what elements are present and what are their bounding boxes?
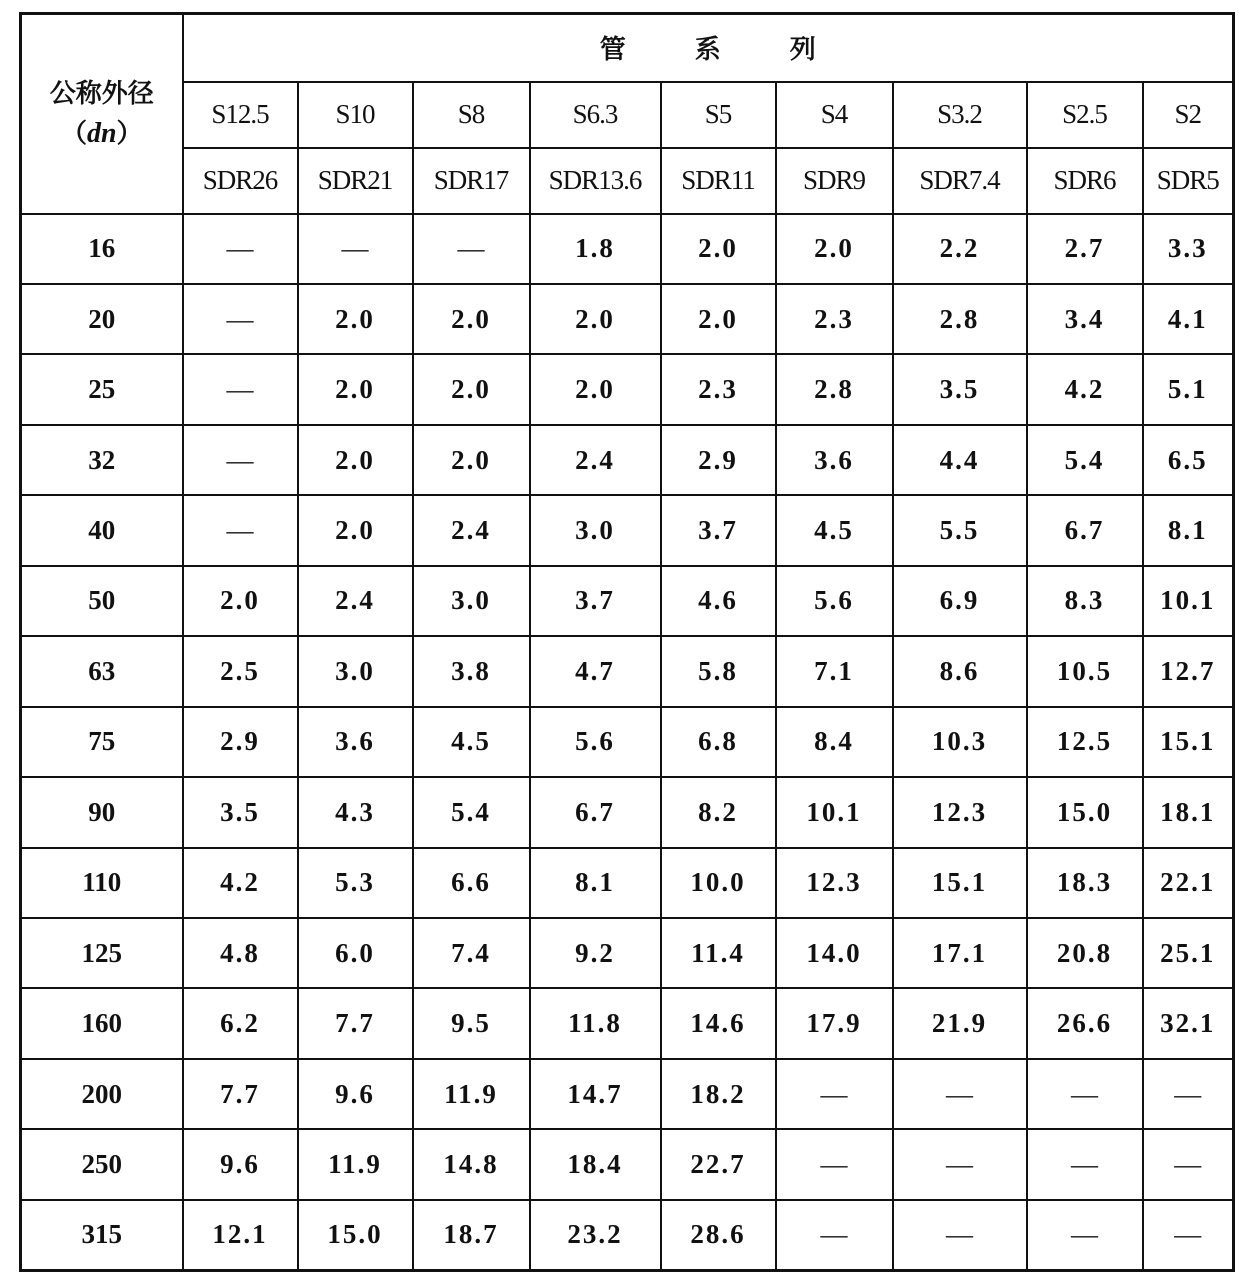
wall-thickness-cell: 11.8: [530, 988, 661, 1058]
wall-thickness-cell: —: [893, 1200, 1027, 1271]
wall-thickness-cell: 4.2: [183, 848, 298, 918]
table-row: [21, 354, 1234, 424]
wall-thickness-cell: 3.6: [776, 425, 893, 495]
wall-thickness-cell: 2.0: [661, 284, 776, 354]
sdr-header-cell: SDR9: [776, 148, 893, 214]
nominal-diameter-cell: 160: [21, 988, 183, 1058]
wall-thickness-cell: 10.5: [1027, 636, 1143, 706]
wall-thickness-cell: 4.7: [530, 636, 661, 706]
wall-thickness-cell: 5.3: [298, 848, 413, 918]
wall-thickness-cell: 26.6: [1027, 988, 1143, 1058]
wall-thickness-cell: 4.4: [893, 425, 1027, 495]
wall-thickness-cell: 4.2: [1027, 354, 1143, 424]
series-header-cell: S5: [661, 82, 776, 148]
wall-thickness-cell: 6.5: [1143, 425, 1234, 495]
series-header-cell: S10: [298, 82, 413, 148]
nominal-diameter-cell: 16: [21, 214, 183, 284]
nominal-diameter-cell: 40: [21, 495, 183, 565]
nominal-outer-diameter-label: 公称外径: [49, 78, 154, 109]
wall-thickness-cell: 8.4: [776, 707, 893, 777]
nominal-outer-diameter-open-paren: （: [60, 118, 87, 149]
wall-thickness-cell: 7.7: [183, 1059, 298, 1129]
table-row: [21, 1059, 1234, 1129]
wall-thickness-cell: 2.7: [1027, 214, 1143, 284]
wall-thickness-cell: 12.5: [1027, 707, 1143, 777]
wall-thickness-cell: 2.2: [893, 214, 1027, 284]
wall-thickness-cell: 21.9: [893, 988, 1027, 1058]
series-header-cell: S6.3: [530, 82, 661, 148]
wall-thickness-cell: 22.7: [661, 1129, 776, 1199]
wall-thickness-cell: 4.8: [183, 918, 298, 988]
wall-thickness-cell: 18.4: [530, 1129, 661, 1199]
pipe-series-group-header: 管 系 列: [183, 14, 1234, 82]
sdr-header-row: [21, 148, 1234, 214]
wall-thickness-cell: 28.6: [661, 1200, 776, 1271]
wall-thickness-cell: 20.8: [1027, 918, 1143, 988]
wall-thickness-cell: 2.0: [661, 214, 776, 284]
sdr-header-cell: SDR21: [298, 148, 413, 214]
wall-thickness-cell: 18.7: [413, 1200, 530, 1271]
wall-thickness-cell: 2.0: [413, 425, 530, 495]
wall-thickness-cell: 10.0: [661, 848, 776, 918]
table-row: [21, 495, 1234, 565]
wall-thickness-cell: —: [183, 495, 298, 565]
wall-thickness-cell: 4.6: [661, 566, 776, 636]
table-row: [21, 848, 1234, 918]
nominal-diameter-cell: 315: [21, 1200, 183, 1271]
wall-thickness-cell: 6.2: [183, 988, 298, 1058]
nominal-diameter-cell: 125: [21, 918, 183, 988]
table-row: [21, 988, 1234, 1058]
wall-thickness-cell: 5.4: [413, 777, 530, 847]
wall-thickness-cell: 2.0: [776, 214, 893, 284]
wall-thickness-cell: 11.9: [298, 1129, 413, 1199]
wall-thickness-cell: 12.1: [183, 1200, 298, 1271]
wall-thickness-cell: 2.9: [661, 425, 776, 495]
wall-thickness-cell: —: [183, 354, 298, 424]
wall-thickness-cell: 2.0: [298, 284, 413, 354]
table-row: [21, 1200, 1234, 1271]
nominal-diameter-cell: 20: [21, 284, 183, 354]
wall-thickness-cell: 2.0: [530, 284, 661, 354]
wall-thickness-cell: 10.1: [776, 777, 893, 847]
wall-thickness-cell: 2.0: [298, 495, 413, 565]
wall-thickness-cell: 15.1: [893, 848, 1027, 918]
wall-thickness-cell: 5.6: [530, 707, 661, 777]
wall-thickness-cell: —: [1143, 1200, 1234, 1271]
wall-thickness-cell: 3.5: [183, 777, 298, 847]
sdr-header-cell: SDR17: [413, 148, 530, 214]
wall-thickness-cell: 3.5: [893, 354, 1027, 424]
sdr-header-cell: SDR5: [1143, 148, 1234, 214]
wall-thickness-cell: 9.6: [183, 1129, 298, 1199]
series-header-cell: S8: [413, 82, 530, 148]
wall-thickness-cell: 25.1: [1143, 918, 1234, 988]
wall-thickness-cell: 3.0: [298, 636, 413, 706]
wall-thickness-cell: 4.1: [1143, 284, 1234, 354]
wall-thickness-cell: 2.5: [183, 636, 298, 706]
nominal-outer-diameter-header: [21, 14, 183, 214]
wall-thickness-cell: 2.8: [776, 354, 893, 424]
wall-thickness-cell: 5.5: [893, 495, 1027, 565]
wall-thickness-cell: 2.0: [298, 425, 413, 495]
wall-thickness-cell: —: [1027, 1059, 1143, 1129]
wall-thickness-cell: 9.5: [413, 988, 530, 1058]
nominal-diameter-cell: 32: [21, 425, 183, 495]
wall-thickness-cell: 23.2: [530, 1200, 661, 1271]
wall-thickness-cell: 2.0: [298, 354, 413, 424]
wall-thickness-cell: 5.8: [661, 636, 776, 706]
table-row: [21, 566, 1234, 636]
wall-thickness-cell: 3.8: [413, 636, 530, 706]
wall-thickness-cell: 15.1: [1143, 707, 1234, 777]
wall-thickness-cell: —: [893, 1059, 1027, 1129]
sdr-header-cell: SDR7.4: [893, 148, 1027, 214]
wall-thickness-table-container: [19, 12, 1232, 1272]
wall-thickness-cell: 18.1: [1143, 777, 1234, 847]
wall-thickness-cell: 7.7: [298, 988, 413, 1058]
wall-thickness-cell: 32.1: [1143, 988, 1234, 1058]
wall-thickness-cell: 4.5: [776, 495, 893, 565]
wall-thickness-cell: 8.6: [893, 636, 1027, 706]
wall-thickness-cell: —: [183, 214, 298, 284]
wall-thickness-cell: 2.8: [893, 284, 1027, 354]
wall-thickness-cell: 12.3: [893, 777, 1027, 847]
wall-thickness-cell: 14.0: [776, 918, 893, 988]
wall-thickness-cell: —: [893, 1129, 1027, 1199]
nominal-diameter-cell: 63: [21, 636, 183, 706]
wall-thickness-cell: 15.0: [298, 1200, 413, 1271]
wall-thickness-cell: 6.0: [298, 918, 413, 988]
sdr-header-cell: SDR13.6: [530, 148, 661, 214]
wall-thickness-cell: 2.0: [413, 354, 530, 424]
sdr-header-cell: SDR26: [183, 148, 298, 214]
wall-thickness-cell: 6.8: [661, 707, 776, 777]
wall-thickness-cell: —: [183, 425, 298, 495]
wall-thickness-cell: —: [1143, 1129, 1234, 1199]
wall-thickness-cell: 2.3: [661, 354, 776, 424]
wall-thickness-cell: 15.0: [1027, 777, 1143, 847]
wall-thickness-cell: —: [776, 1200, 893, 1271]
series-header-cell: S3.2: [893, 82, 1027, 148]
wall-thickness-cell: 2.0: [183, 566, 298, 636]
table-row: [21, 707, 1234, 777]
nominal-diameter-cell: 50: [21, 566, 183, 636]
wall-thickness-cell: 9.2: [530, 918, 661, 988]
wall-thickness-cell: 2.9: [183, 707, 298, 777]
wall-thickness-cell: 8.3: [1027, 566, 1143, 636]
wall-thickness-cell: 18.3: [1027, 848, 1143, 918]
wall-thickness-cell: 3.0: [413, 566, 530, 636]
wall-thickness-cell: —: [183, 284, 298, 354]
wall-thickness-cell: 12.3: [776, 848, 893, 918]
series-header-cell: S12.5: [183, 82, 298, 148]
wall-thickness-cell: 8.2: [661, 777, 776, 847]
wall-thickness-cell: 2.4: [413, 495, 530, 565]
wall-thickness-cell: —: [776, 1059, 893, 1129]
table-row: [21, 777, 1234, 847]
wall-thickness-cell: 6.9: [893, 566, 1027, 636]
wall-thickness-cell: 7.4: [413, 918, 530, 988]
wall-thickness-cell: 4.3: [298, 777, 413, 847]
table-row: [21, 214, 1234, 284]
nominal-diameter-cell: 250: [21, 1129, 183, 1199]
nominal-diameter-cell: 25: [21, 354, 183, 424]
series-header-cell: S2.5: [1027, 82, 1143, 148]
wall-thickness-cell: 8.1: [1143, 495, 1234, 565]
nominal-diameter-cell: 90: [21, 777, 183, 847]
sdr-header-cell: SDR6: [1027, 148, 1143, 214]
table-row: [21, 636, 1234, 706]
wall-thickness-cell: 9.6: [298, 1059, 413, 1129]
table-row: [21, 918, 1234, 988]
wall-thickness-cell: —: [413, 214, 530, 284]
wall-thickness-cell: 17.1: [893, 918, 1027, 988]
wall-thickness-cell: 2.0: [530, 354, 661, 424]
wall-thickness-cell: 10.1: [1143, 566, 1234, 636]
wall-thickness-cell: 11.4: [661, 918, 776, 988]
wall-thickness-cell: 2.3: [776, 284, 893, 354]
table-body: [21, 214, 1234, 1271]
table-row: [21, 425, 1234, 495]
wall-thickness-cell: 7.1: [776, 636, 893, 706]
wall-thickness-cell: 3.4: [1027, 284, 1143, 354]
wall-thickness-cell: —: [298, 214, 413, 284]
nominal-diameter-cell: 200: [21, 1059, 183, 1129]
wall-thickness-cell: 11.9: [413, 1059, 530, 1129]
wall-thickness-cell: 14.6: [661, 988, 776, 1058]
wall-thickness-cell: 3.3: [1143, 214, 1234, 284]
wall-thickness-cell: 6.7: [1027, 495, 1143, 565]
wall-thickness-cell: 2.0: [413, 284, 530, 354]
nominal-diameter-cell: 110: [21, 848, 183, 918]
wall-thickness-cell: 5.4: [1027, 425, 1143, 495]
wall-thickness-cell: 14.8: [413, 1129, 530, 1199]
series-header-row: [21, 82, 1234, 148]
wall-thickness-cell: 17.9: [776, 988, 893, 1058]
wall-thickness-cell: 10.3: [893, 707, 1027, 777]
wall-thickness-cell: 5.6: [776, 566, 893, 636]
sdr-header-cell: SDR11: [661, 148, 776, 214]
nominal-diameter-cell: 75: [21, 707, 183, 777]
wall-thickness-cell: 18.2: [661, 1059, 776, 1129]
wall-thickness-cell: 3.0: [530, 495, 661, 565]
wall-thickness-cell: —: [776, 1129, 893, 1199]
wall-thickness-cell: 1.8: [530, 214, 661, 284]
wall-thickness-cell: 6.7: [530, 777, 661, 847]
wall-thickness-cell: 3.7: [661, 495, 776, 565]
wall-thickness-cell: 3.7: [530, 566, 661, 636]
wall-thickness-cell: 22.1: [1143, 848, 1234, 918]
series-header-cell: S4: [776, 82, 893, 148]
wall-thickness-cell: 8.1: [530, 848, 661, 918]
wall-thickness-cell: —: [1027, 1129, 1143, 1199]
wall-thickness-cell: 12.7: [1143, 636, 1234, 706]
series-header-cell: S2: [1143, 82, 1234, 148]
wall-thickness-cell: 2.4: [298, 566, 413, 636]
wall-thickness-cell: —: [1143, 1059, 1234, 1129]
wall-thickness-cell: —: [1027, 1200, 1143, 1271]
wall-thickness-cell: 3.6: [298, 707, 413, 777]
pipe-wall-thickness-table: [19, 12, 1235, 1272]
wall-thickness-cell: 6.6: [413, 848, 530, 918]
wall-thickness-cell: 5.1: [1143, 354, 1234, 424]
table-row: [21, 284, 1234, 354]
nominal-outer-diameter-close-paren: ）: [116, 118, 143, 149]
wall-thickness-cell: 2.4: [530, 425, 661, 495]
wall-thickness-cell: 14.7: [530, 1059, 661, 1129]
table-row: [21, 1129, 1234, 1199]
nominal-outer-diameter-symbol: dn: [86, 117, 117, 149]
wall-thickness-cell: 4.5: [413, 707, 530, 777]
